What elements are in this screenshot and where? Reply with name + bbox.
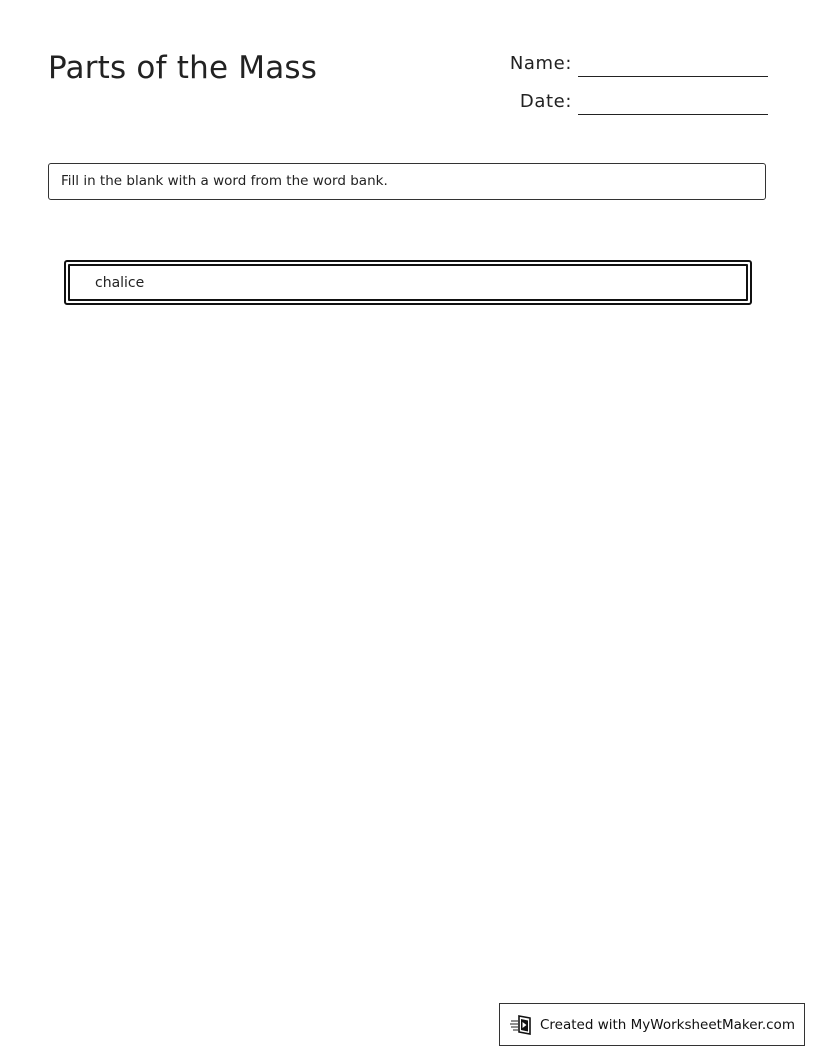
date-label: Date:: [519, 91, 572, 112]
footer-credit-badge: [499, 1003, 805, 1046]
date-blank-line: [578, 88, 768, 115]
instructions-text: Fill in the blank with a word from the word bank.: [61, 173, 388, 189]
word-bank-word: chalice: [95, 274, 145, 291]
page-title: Parts of the Mass: [48, 50, 318, 86]
worksheet-maker-logo-icon: [510, 1013, 534, 1037]
name-label: Name:: [509, 53, 572, 74]
instructions-box: [48, 163, 766, 200]
name-blank-line: [578, 50, 768, 77]
date-field-row: [452, 88, 768, 115]
footer-credit-text: Created with MyWorksheetMaker.com: [540, 1016, 795, 1033]
word-bank-inner-frame: [68, 264, 748, 301]
name-field-row: [452, 50, 768, 77]
word-bank: [64, 260, 752, 305]
